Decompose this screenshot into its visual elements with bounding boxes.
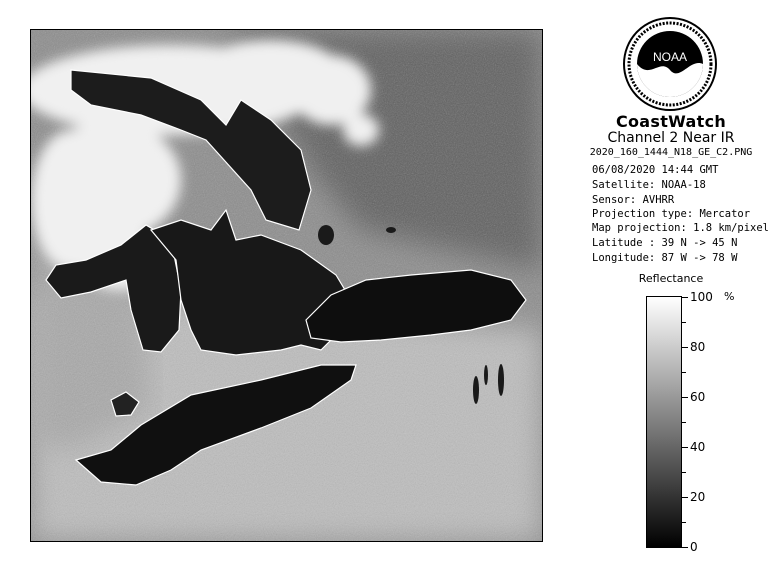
file-name: 2020_160_1444_N18_GE_C2.PNG: [589, 147, 753, 158]
brand-title: CoastWatch: [615, 112, 727, 131]
sensor: Sensor: AVHRR: [592, 194, 675, 206]
datetime: 06/08/2020 14:44 GMT: [592, 164, 719, 176]
noaa-logo-icon: [620, 14, 720, 114]
colorbar-tick-label: 80: [690, 340, 706, 354]
channel-title: Channel 2 Near IR: [607, 130, 735, 146]
colorbar-minor-tick: [682, 472, 686, 473]
colorbar-major-tick: [682, 347, 688, 348]
colorbar-tick-label: 20: [690, 490, 706, 504]
colorbar-major-tick: [682, 547, 688, 548]
map-projection: Map projection: 1.8 km/pixel: [592, 222, 770, 234]
colorbar-minor-tick: [682, 372, 686, 373]
colorbar-tick-label: 60: [690, 390, 706, 404]
colorbar-minor-tick: [682, 422, 686, 423]
colorbar-tick-label: 0: [690, 540, 698, 554]
colorbar-minor-tick: [682, 322, 686, 323]
colorbar-major-tick: [682, 297, 688, 298]
colorbar: [646, 296, 682, 548]
colorbar-minor-tick: [682, 522, 686, 523]
projection-type: Projection type: Mercator: [592, 208, 751, 220]
info-panel: [560, 0, 782, 572]
colorbar-major-tick: [682, 497, 688, 498]
logo-text: NOAA: [652, 50, 688, 64]
map-canvas: [31, 30, 542, 541]
colorbar-unit: %: [724, 290, 735, 303]
satellite: Satellite: NOAA-18: [592, 179, 706, 191]
colorbar-tick-label: 100: [690, 290, 713, 304]
colorbar-title: Reflectance: [638, 272, 704, 285]
colorbar-major-tick: [682, 397, 688, 398]
longitude: Longitude: 87 W -> 78 W: [592, 252, 738, 264]
colorbar-major-tick: [682, 447, 688, 448]
colorbar-tick-label: 40: [690, 440, 706, 454]
satellite-map[interactable]: [30, 29, 543, 542]
latitude: Latitude : 39 N -> 45 N: [592, 237, 738, 249]
